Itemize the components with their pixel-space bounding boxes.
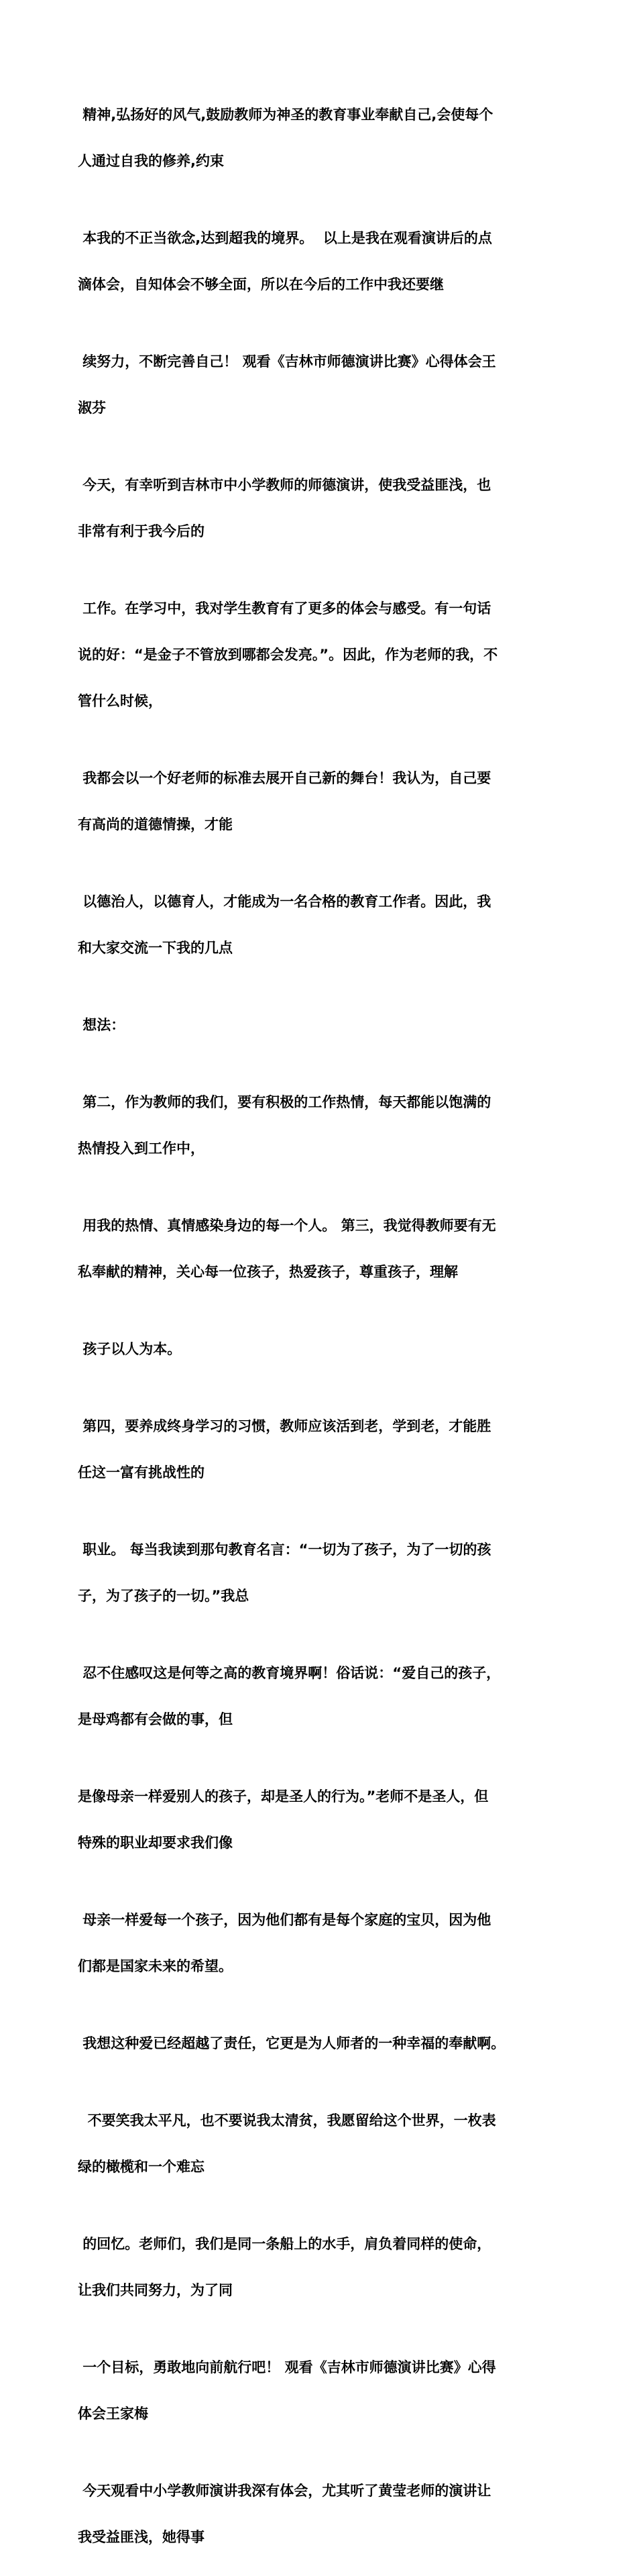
paragraph-19 (78, 2329, 561, 2453)
text-line: 绿的橄榄和一个难忘 (78, 2159, 205, 2175)
text-line: 本我的不正当欲念,达到超我的境界。 以上是我在观看演讲后的点 (78, 230, 492, 246)
text-line: 续努力，不断完善自己！ 观看《吉林市师德演讲比赛》心得体会王 (78, 354, 496, 370)
text-line: 我受益匪浅，她得事 (78, 2529, 205, 2545)
text-line: 淑芬 (78, 400, 106, 416)
paragraph-0 (78, 76, 561, 200)
document-page (78, 76, 561, 2576)
paragraph-12 (78, 1511, 561, 1635)
text-line: 忍不住感叹这是何等之高的教育境界啊！俗话说：“爱自己的孩子， (78, 1665, 501, 1681)
text-line: 滴体会，自知体会不够全面，所以在今后的工作中我还要继 (78, 276, 444, 292)
paragraph-10 (78, 1311, 561, 1388)
paragraph-16 (78, 2005, 561, 2082)
paragraph-5 (78, 740, 561, 863)
text-line: 的回忆。老师们，我们是同一条船上的水手，肩负着同样的使命， (78, 2236, 491, 2252)
text-line: 热情投入到工作中， (78, 1140, 205, 1157)
paragraph-9 (78, 1187, 561, 1311)
paragraph-20 (78, 2453, 561, 2576)
text-line: 和大家交流一下我的几点 (78, 940, 233, 956)
text-line: 子，为了孩子的一切。”我总 (78, 1588, 249, 1604)
text-line: 管什么时候， (78, 693, 162, 709)
paragraph-2 (78, 323, 561, 447)
text-line: 们都是国家未来的希望。 (78, 1958, 233, 1974)
text-line: 今天观看中小学教师演讲我深有体会，尤其听了黄莹老师的演讲让 (78, 2483, 491, 2499)
text-line: 体会王家梅 (78, 2406, 148, 2422)
paragraph-15 (78, 1882, 561, 2005)
text-line: 我想这种爱已经超越了责任，它更是为人师者的一种幸福的奉献啊。 (78, 2035, 506, 2051)
text-line: 说的好：“是金子不管放到哪都会发亮。”。因此，作为老师的我，不 (78, 647, 498, 663)
text-line: 以德治人，以德育人，才能成为一名合格的教育工作者。因此，我 (78, 894, 491, 910)
paragraph-8 (78, 1064, 561, 1187)
paragraph-14 (78, 1758, 561, 1882)
paragraph-17 (78, 2082, 561, 2206)
paragraph-6 (78, 863, 561, 987)
text-line: 职业。 每当我读到那句教育名言：“一切为了孩子，为了一切的孩 (78, 1542, 491, 1558)
text-line: 想法： (78, 1017, 125, 1033)
text-line: 有高尚的道德情操，才能 (78, 816, 233, 833)
paragraph-13 (78, 1635, 561, 1758)
paragraph-3 (78, 447, 561, 570)
text-line: 孩子以人为本。 (78, 1341, 182, 1357)
paragraph-4 (78, 570, 561, 740)
paragraph-1 (78, 200, 561, 323)
paragraph-18 (78, 2206, 561, 2329)
text-line: 特殊的职业却要求我们像 (78, 1835, 233, 1851)
paragraph-11 (78, 1388, 561, 1511)
text-line: 人通过自我的修养,约束 (78, 153, 224, 169)
text-line: 是像母亲一样爱别人的孩子，却是圣人的行为。”老师不是圣人，但 (78, 1788, 489, 1805)
text-line: 让我们共同努力，为了同 (78, 2282, 233, 2298)
text-line: 一个目标，勇敢地向前航行吧！ 观看《吉林市师德演讲比赛》心得 (78, 2359, 496, 2375)
text-line: 任这一富有挑战性的 (78, 1464, 205, 1481)
text-line: 非常有利于我今后的 (78, 523, 205, 539)
text-line: 第四，要养成终身学习的习惯，教师应该活到老，学到老，才能胜 (78, 1418, 491, 1434)
text-line: 不要笑我太平凡，也不要说我太清贫，我愿留给这个世界，一枚表 (78, 2112, 496, 2129)
text-line: 是母鸡都有会做的事，但 (78, 1711, 233, 1727)
text-line: 今天，有幸听到吉林市中小学教师的师德演讲，使我受益匪浅，也 (78, 477, 491, 493)
text-line: 私奉献的精神，关心每一位孩子，热爱孩子，尊重孩子，理解 (78, 1264, 458, 1280)
text-line: 用我的热情、真情感染身边的每一个人。 第三，我觉得教师要有无 (78, 1218, 496, 1234)
text-line: 工作。在学习中，我对学生教育有了更多的体会与感受。有一句话 (78, 600, 491, 616)
text-line: 我都会以一个好老师的标准去展开自己新的舞台！我认为，自己要 (78, 770, 491, 786)
text-line: 精神,弘扬好的风气,鼓励教师为神圣的教育事业奉献自己,会使每个 (78, 107, 494, 123)
text-line: 母亲一样爱每一个孩子，因为他们都有是每个家庭的宝贝，因为他 (78, 1912, 491, 1928)
text-line: 第二，作为教师的我们，要有积极的工作热情，每天都能以饱满的 (78, 1094, 491, 1110)
paragraph-7 (78, 987, 561, 1064)
